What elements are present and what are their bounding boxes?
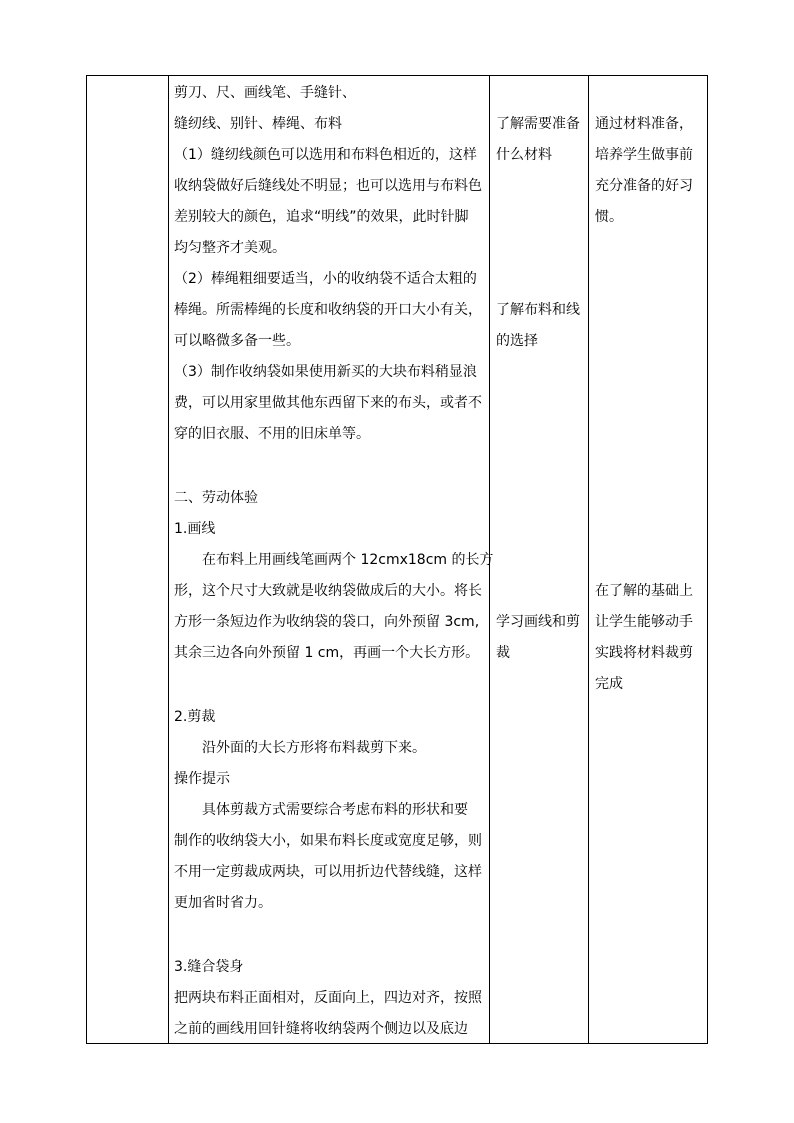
intent-1-line: 充分准备的好习 bbox=[595, 178, 693, 194]
note1-line: 均匀整齐才美观。 bbox=[174, 240, 286, 256]
table-bottom-border bbox=[86, 1043, 708, 1044]
step3-text-line: 把两块布料正面相对，反面向上，四边对齐，按照 bbox=[174, 990, 482, 1006]
note1-line: （1）缝纫线颜色可以选用和布料色相近的，这样 bbox=[174, 147, 477, 163]
activity-3-line: 裁 bbox=[496, 645, 510, 661]
intent-2-line: 在了解的基础上 bbox=[595, 583, 693, 599]
tips-text-line: 更加省时省力。 bbox=[174, 895, 272, 911]
column-divider-3 bbox=[588, 75, 589, 1044]
table-top-border bbox=[86, 75, 708, 76]
step1-text-line: 方形一条短边作为收纳袋的袋口，向外预留 3cm, bbox=[174, 614, 480, 630]
materials-tools-line-2: 缝纫线、别针、棒绳、布料 bbox=[174, 116, 342, 132]
note2-line: 可以略微多备一些。 bbox=[174, 333, 300, 349]
table-right-border bbox=[707, 75, 708, 1044]
intent-2-line: 实践将材料裁剪 bbox=[595, 645, 693, 661]
intent-1-line: 惯。 bbox=[595, 209, 623, 225]
step1-text-line: 在布料上用画线笔画两个 12cmx18cm 的长方 bbox=[202, 552, 494, 568]
note1-line: 收纳袋做好后缝线处不明显；也可以选用与布料色 bbox=[174, 178, 482, 194]
column-divider-1 bbox=[168, 75, 169, 1044]
tips-text-line: 不用一定剪裁成两块，可以用折边代替线缝，这样 bbox=[174, 864, 482, 880]
note3-line: 穿的旧衣服、不用的旧床单等。 bbox=[174, 426, 370, 442]
intent-1-line: 通过材料准备， bbox=[595, 116, 693, 132]
materials-tools-line-1: 剪刀、尺、画线笔、手缝针、 bbox=[174, 85, 356, 101]
tips-title: 操作提示 bbox=[174, 771, 230, 787]
intent-1-line: 培养学生做事前 bbox=[595, 147, 693, 163]
step1-title: 1.画线 bbox=[174, 521, 216, 537]
note2-line: 棒绳。所需棒绳的长度和收纳袋的开口大小有关， bbox=[174, 302, 482, 318]
step2-title: 2.剪裁 bbox=[174, 709, 216, 725]
step3-title: 3.缝合袋身 bbox=[174, 959, 244, 975]
step3-text-line: 之前的画线用回针缝将收纳袋两个侧边以及底边 bbox=[174, 1021, 468, 1037]
note1-line: 差别较大的颜色，追求“明线”的效果，此时针脚 bbox=[174, 209, 469, 225]
intent-2-line: 让学生能够动手 bbox=[595, 614, 693, 630]
activity-1-line: 了解需要准备 bbox=[496, 116, 580, 132]
activity-3-line: 学习画线和剪 bbox=[496, 614, 580, 630]
step2-text: 沿外面的大长方形将布料裁剪下来。 bbox=[202, 740, 426, 756]
note2-line: （2）棒绳粗细要适当，小的收纳袋不适合太粗的 bbox=[174, 271, 477, 287]
note3-line: 费，可以用家里做其他东西留下来的布头，或者不 bbox=[174, 395, 482, 411]
step1-text-line: 形，这个尺寸大致就是收纳袋做成后的大小。将长 bbox=[174, 583, 482, 599]
tips-text-line: 制作的收纳袋大小，如果布料长度或宽度足够，则 bbox=[174, 833, 482, 849]
tips-text-line: 具体剪裁方式需要综合考虑布料的形状和要 bbox=[202, 802, 468, 818]
section-heading-labor: 二、劳动体验 bbox=[174, 490, 258, 506]
activity-1-line: 什么材料 bbox=[496, 147, 552, 163]
step1-text-line: 其余三边各向外预留 1 cm，再画一个大长方形。 bbox=[174, 645, 480, 661]
table-left-border bbox=[86, 75, 87, 1044]
note3-line: （3）制作收纳袋如果使用新买的大块布料稍显浪 bbox=[174, 364, 477, 380]
intent-2-line: 完成 bbox=[595, 676, 623, 692]
activity-2-line: 的选择 bbox=[496, 333, 538, 349]
activity-2-line: 了解布料和线 bbox=[496, 302, 580, 318]
